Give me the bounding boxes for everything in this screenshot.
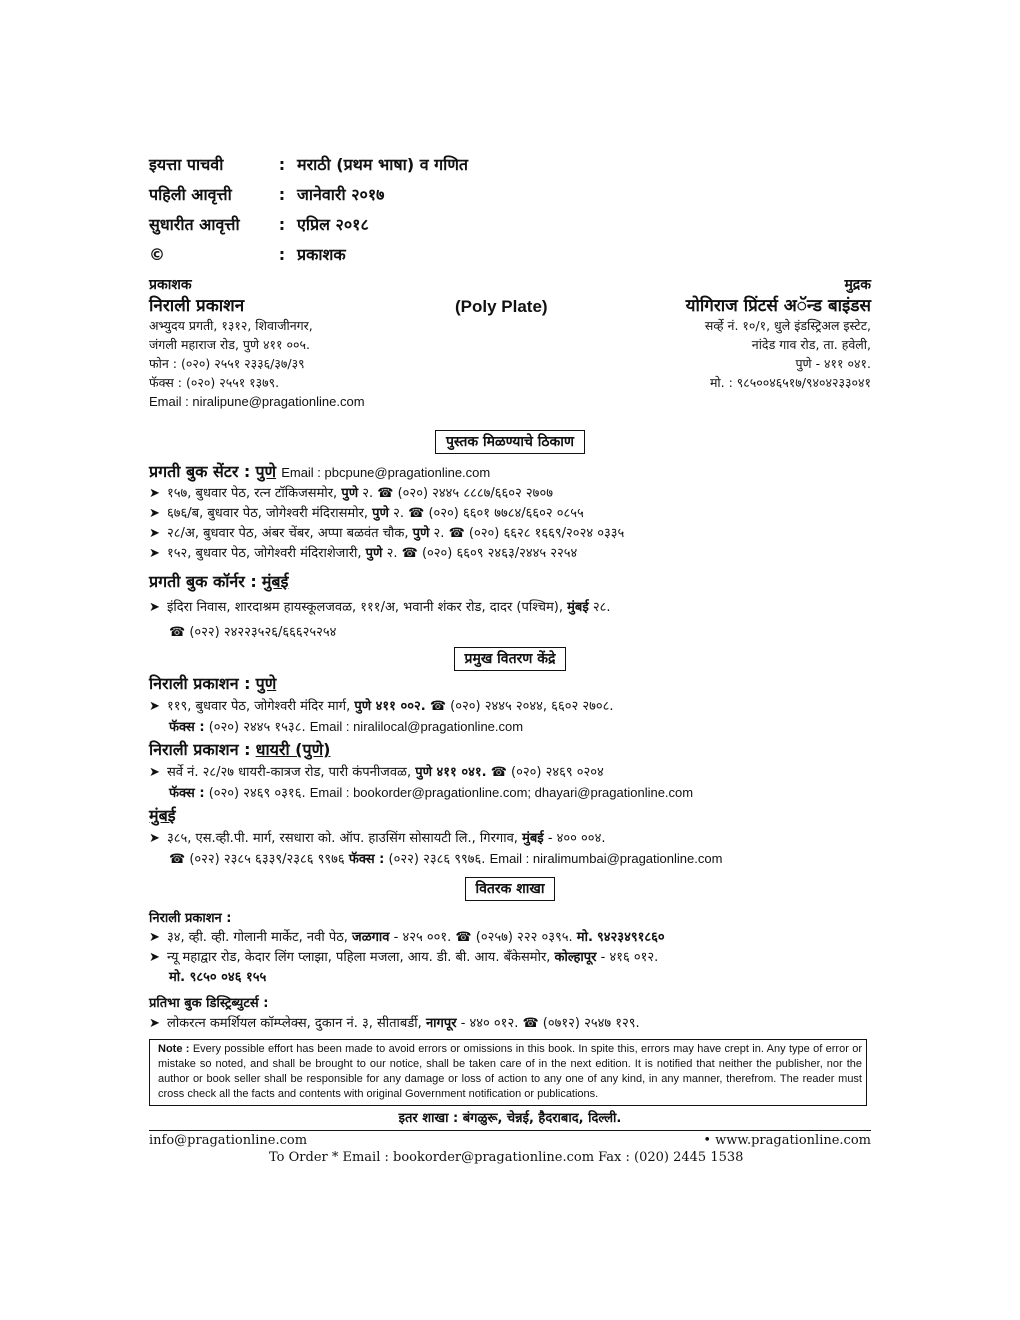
meta-value: मराठी (प्रथम भाषा) व गणित [297, 155, 469, 174]
list-bold: पुणे [341, 486, 359, 501]
fax-label: फॅक्स : [169, 786, 205, 801]
list-text: ६७६/ब, बुधवार पेठ, जोगेश्वरी मंदिरासमोर, [167, 506, 369, 521]
printer-line: पुणे - ४११ ०४१. [795, 356, 871, 371]
list-rest: २. ☎ (०२०) ६६०९ २४६३/२४४५ २२५४ [386, 546, 578, 561]
pbk-section [149, 570, 871, 643]
list-bold: पुणे ४११ ००२. [354, 699, 426, 714]
meta-row [149, 180, 871, 210]
mob-value: ९४२३४९१८६० [597, 930, 665, 945]
meta-label: इयत्ता पाचवी [149, 155, 224, 174]
publisher-line: अभ्युदय प्रगती, १३१२, शिवाजीनगर, [149, 318, 313, 333]
publisher-email: Email : niralipune@pragationline.com [149, 394, 365, 409]
arrow-icon: ➤ [149, 699, 160, 714]
publisher-line: जंगली महाराज रोड, पुणे ४११ ००५. [149, 337, 310, 352]
list-text: १५७, बुधवार पेठ, रत्न टॉकिजसमोर, [167, 486, 338, 501]
meta-label: सुधारीत आवृत्ती [149, 215, 240, 234]
email: Email : niralilocal@pragationline.com [309, 719, 524, 734]
list-rest: - ४४० ०१२. ☎ (०७१२) २५४७ १२९. [460, 1016, 640, 1031]
note-box [149, 1039, 867, 1106]
list-item [149, 524, 871, 544]
note-label: Note : [158, 1043, 190, 1055]
meta-value: एप्रिल २०१८ [297, 215, 369, 234]
list-rest: - ४२५ ००१. ☎ (०२५७) २२२ ०३९५. [393, 930, 573, 945]
list-bold: नागपूर [425, 1016, 457, 1031]
list-bold: जळगाव [352, 930, 390, 945]
list-bold: मुंबई [567, 600, 589, 615]
arrow-icon: ➤ [149, 486, 160, 501]
np-dhayari-title: निराली प्रकाशन : [149, 740, 251, 759]
fax-label: फॅक्स : [348, 852, 385, 867]
arrow-icon: ➤ [149, 506, 160, 521]
mumbai-title: मुंबई [149, 806, 176, 825]
list-bold: पुणे [412, 526, 430, 541]
box-heading: पुस्तक मिळण्याचे ठिकाण [435, 430, 585, 454]
list-text: न्यू महाद्वार रोड, केदार लिंग प्लाझा, पहिला मजला, आय. डी. बी. आय. बँकेसमोर, [167, 950, 551, 965]
pbk-phone: ☎ (०२२) २४२२३५२६/६६६२५२५४ [169, 625, 337, 640]
list-rest: - ४०० ००४. [547, 831, 606, 846]
pratibha-title: प्रतिभा बुक डिस्ट्रिब्युटर्स : [149, 996, 269, 1011]
fax-value: (०२०) २४६९ ०३१६. [208, 786, 306, 801]
footer-website: • www.pragationline.com [703, 1133, 871, 1148]
other-branches: इतर शाखा : बंगळुरू, चेन्नई, हैदराबाद, दिल्ली. [398, 1111, 622, 1126]
mob-label: मो. [576, 930, 593, 945]
list-rest: - ४१६ ०१२. [600, 950, 659, 965]
arrow-icon: ➤ [149, 1016, 160, 1031]
arrow-icon: ➤ [149, 600, 160, 615]
list-item [149, 948, 871, 968]
box-heading-3-wrap [149, 877, 871, 901]
list-item [149, 829, 871, 849]
pbk-city: मुंबई [261, 572, 289, 591]
branch-section [149, 908, 871, 988]
pratibha-section [149, 993, 871, 1034]
list-rest: ☎ (०२०) २४४५ २०४४, ६६०२ २७०८. [429, 699, 614, 714]
box-heading-2-wrap [149, 647, 871, 671]
list-item [149, 928, 871, 948]
printer-line: नांदेड गाव रोड, ता. हवेली, [751, 337, 871, 352]
printer-block [551, 276, 871, 392]
list-text: ३८५, एस.व्ही.पी. मार्ग, रसधारा को. ऑप. हाउसिंग सोसायटी लि., गिरगाव, [167, 831, 518, 846]
edition-meta [149, 150, 871, 270]
meta-row [149, 240, 871, 270]
np-pune-section [149, 672, 871, 738]
publisher-line: फॅक्स : (०२०) २५५१ १३७९. [149, 375, 280, 390]
printer-line: सर्व्हे नं. १०/१, धुले इंडस्ट्रिअल इस्टेट, [704, 318, 871, 333]
list-bold: पुणे ४११ ०४१. [415, 765, 487, 780]
email: Email : bookorder@pragationline.com; dhayari@pragationline.com [309, 785, 694, 800]
list-bold: कोल्हापूर [554, 950, 597, 965]
meta-label: पहिली आवृत्ती [149, 185, 232, 204]
mumbai-section [149, 804, 871, 870]
list-rest: २. ☎ (०२०) ६६२८ १६६९/२०२४ ०३३५ [433, 526, 625, 541]
list-text: ११९, बुधवार पेठ, जोगेश्वरी मंदिर मार्ग, [167, 699, 351, 714]
list-item [149, 544, 871, 564]
email: Email : niralimumbai@pragationline.com [489, 851, 723, 866]
arrow-icon: ➤ [149, 546, 160, 561]
np-dhayari-city: धायरी (पुणे) [255, 740, 331, 759]
list-text: इंदिरा निवास, शारदाश्रम हायस्कूलजवळ, १११/अ, भवानी शंकर रोड, दादर (पश्चिम), [167, 600, 563, 615]
page [149, 150, 871, 1165]
arrow-icon: ➤ [149, 950, 160, 965]
arrow-icon: ➤ [149, 765, 160, 780]
list-text: सर्वे नं. २८/२७ धायरी-कात्रज रोड, पारी कंपनीजवळ, [167, 765, 412, 780]
footer-order: To Order * Email : bookorder@pragationline.com Fax : (020) 2445 1538 [269, 1150, 744, 1165]
pbc-title: प्रगती बुक सेंटर : [149, 462, 251, 481]
pbc-email: Email : pbcpune@pragationline.com [281, 465, 491, 480]
list-item: मो. ९८५० ०४६ १५५ [169, 970, 267, 985]
list-text: ३४, व्ही. व्ही. गोलानी मार्केट, नवी पेठ, [167, 930, 348, 945]
printer-heading: मुद्रक [844, 277, 871, 293]
meta-colon: : [278, 245, 286, 264]
arrow-icon: ➤ [149, 526, 160, 541]
list-rest: २८. [592, 600, 611, 615]
list-text: १५२, बुधवार पेठ, जोगेश्वरी मंदिराशेजारी, [167, 546, 362, 561]
list-item [149, 783, 871, 804]
branch-title: निराली प्रकाशन : [149, 911, 232, 926]
meta-row [149, 210, 871, 240]
box-heading-1-wrap [149, 430, 871, 454]
publisher-name: निराली प्रकाशन [149, 296, 245, 316]
np-dhayari-section [149, 738, 871, 804]
list-item [149, 697, 871, 717]
publisher-heading: प्रकाशक [149, 277, 192, 293]
pbk-title: प्रगती बुक कॉर्नर : [149, 572, 257, 591]
meta-value: प्रकाशक [297, 245, 346, 264]
list-rest: २. ☎ (०२०) ६६०१ ७७८४/६६०२ ०८५५ [393, 506, 584, 521]
arrow-icon: ➤ [149, 930, 160, 945]
pbc-city: पुणे [255, 462, 277, 481]
fax-value: (०२०) २४४५ १५३८. [208, 720, 306, 735]
meta-colon: : [278, 155, 286, 174]
publisher-line: फोन : (०२०) २५५१ २३३६/३७/३९ [149, 356, 305, 371]
list-item [149, 598, 871, 618]
poly-plate: (Poly Plate) [455, 297, 548, 316]
box-heading: प्रमुख वितरण केंद्रे [454, 647, 567, 671]
meta-value: जानेवारी २०१७ [297, 185, 385, 204]
meta-label: © [149, 245, 165, 264]
list-bold: मुंबई [522, 831, 544, 846]
list-text: लोकरत्न कमर्शियल कॉम्प्लेक्स, दुकान नं. ३, सीताबर्डी, [167, 1016, 422, 1031]
footer-email: info@pragationline.com [149, 1133, 308, 1148]
list-bold: पुणे [372, 506, 389, 521]
list-bold: पुणे [365, 546, 383, 561]
meta-colon: : [278, 215, 286, 234]
footer-divider [149, 1130, 871, 1131]
list-item [149, 717, 871, 738]
printer-name: योगिराज प्रिंटर्स अॅन्ड बाइंडस [685, 296, 871, 316]
list-item [149, 849, 871, 870]
phone: ☎ (०२२) २३८५ ६३३९/२३८६ ९९७६ [169, 852, 345, 867]
printer-line: मो. : ९८५००४६५१७/९४०४२३३०४१ [709, 375, 871, 390]
note-text: Every possible effort has been made to avoid errors or omissions in this book. In spite this, errors may have crept in. Any type of error or mistake so noted, and shall be brought to our notice, shall be taken care of in the next edition. It is notified that neither the publisher, nor the author or book seller shall be responsible for any damage or loss of action to any one of any kind, in any manner, therefrom. The reader must cross check all the facts and contents with original Government notification or publications. [158, 1043, 862, 1100]
meta-row [149, 150, 871, 180]
meta-colon: : [278, 185, 286, 204]
np-pune-city: पुणे [255, 674, 277, 693]
list-item [149, 1014, 871, 1034]
list-item [149, 484, 871, 504]
list-text: २८/अ, बुधवार पेठ, अंबर चेंबर, अप्पा बळवंत चौक, [167, 526, 409, 541]
fax-value: (०२२) २३८६ ९९७६. [388, 852, 486, 867]
list-rest: ☎ (०२०) २४६९ ०२०४ [490, 765, 604, 780]
list-rest: २. ☎ (०२०) २४४५ ८८८७/६६०२ २७०७ [362, 486, 553, 501]
arrow-icon: ➤ [149, 831, 160, 846]
publisher-block [149, 276, 469, 411]
list-item [149, 504, 871, 524]
fax-label: फॅक्स : [169, 720, 205, 735]
list-item [149, 763, 871, 783]
box-heading: वितरक शाखा [465, 877, 556, 901]
pbc-section [149, 460, 871, 564]
np-pune-title: निराली प्रकाशन : [149, 674, 251, 693]
